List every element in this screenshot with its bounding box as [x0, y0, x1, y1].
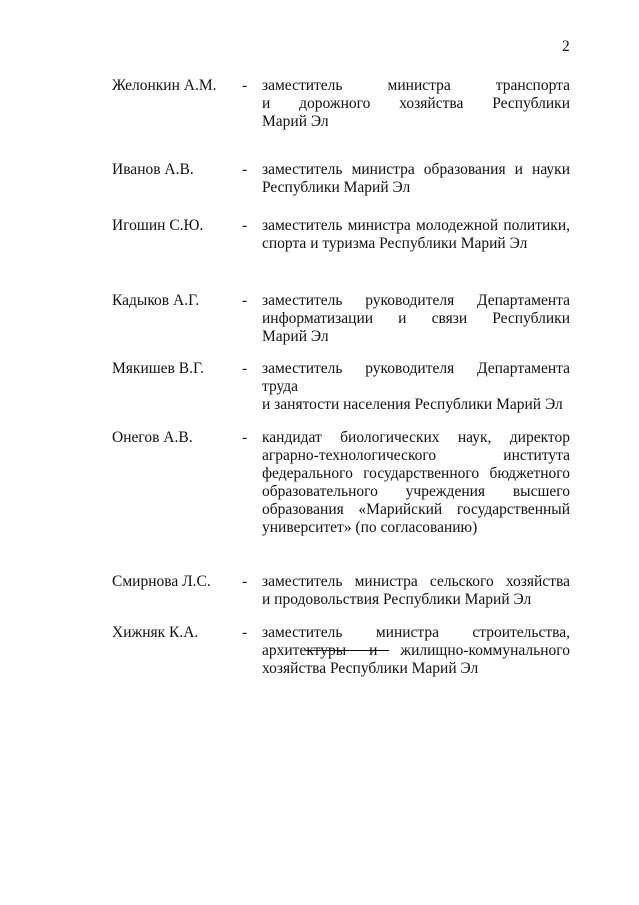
member-dash: - — [242, 429, 248, 446]
member-role-line: федерального государственного бюджетного — [262, 465, 570, 482]
member-dash: - — [242, 217, 248, 234]
member-name: Желонкин А.М. — [112, 77, 217, 94]
member-name: Хижняк К.А. — [112, 624, 199, 641]
member-role — [262, 573, 570, 609]
member-role-line: аграрно-технологического института — [262, 447, 570, 464]
member-role-line: информатизации и связи Республики — [262, 310, 570, 327]
member-role-line: заместитель руководителя Департамента — [262, 292, 570, 309]
member-role-line: архитектуры и жилищно-коммунального — [262, 642, 570, 659]
member-role — [262, 624, 570, 678]
member-role-line: и дорожного хозяйства Республики — [262, 95, 570, 112]
member-row — [112, 573, 570, 609]
member-role — [262, 217, 570, 253]
member-row — [112, 77, 570, 131]
member-role-line: заместитель министра транспорта — [262, 77, 570, 94]
member-role-line: Марий Эл — [262, 113, 329, 130]
member-row — [112, 161, 570, 197]
member-row — [112, 217, 570, 253]
member-role — [262, 77, 570, 131]
member-row — [112, 360, 570, 414]
member-role-line: Марий Эл — [262, 328, 329, 345]
member-role-line: и занятости населения Республики Марий Эл — [262, 396, 563, 413]
member-role-line: хозяйства Республики Марий Эл — [262, 660, 479, 677]
footer-rule — [306, 650, 389, 651]
member-dash: - — [242, 573, 248, 590]
member-role-line: и продовольствия Республики Марий Эл — [262, 591, 532, 608]
member-name: Кадыков А.Г. — [112, 292, 200, 309]
member-role — [262, 429, 570, 537]
member-name: Иванов А.В. — [112, 161, 194, 178]
member-name: Мякишев В.Г. — [112, 360, 205, 377]
member-dash: - — [242, 161, 248, 178]
member-role-line: заместитель министра образования и науки — [262, 161, 570, 178]
member-name: Онегов А.В. — [112, 429, 193, 446]
member-role-line: заместитель руководителя Департамента труда — [262, 360, 570, 395]
member-role-line: Республики Марий Эл — [262, 179, 411, 196]
member-role — [262, 161, 570, 197]
member-row — [112, 292, 570, 346]
member-role — [262, 292, 570, 346]
member-role-line: образования «Марийский государственный — [262, 501, 570, 518]
member-dash: - — [242, 77, 248, 94]
member-role-line: кандидат биологических наук, директор — [262, 429, 570, 446]
member-row — [112, 624, 570, 678]
member-role-line: спорта и туризма Республики Марий Эл — [262, 235, 528, 252]
member-name: Игошин С.Ю. — [112, 217, 204, 234]
member-role-line: образовательного учреждения высшего — [262, 483, 570, 500]
page-number: 2 — [562, 38, 570, 55]
member-dash: - — [242, 292, 248, 309]
member-dash: - — [242, 360, 248, 377]
member-role-line: заместитель министра сельского хозяйства — [262, 573, 570, 590]
member-list — [112, 77, 570, 678]
member-role-line: заместитель министра строительства, — [262, 624, 570, 641]
member-role-line: заместитель министра молодежной политики, — [262, 217, 570, 234]
member-name: Смирнова Л.С. — [112, 573, 211, 590]
member-dash: - — [242, 624, 248, 641]
member-role-line: университет» (по согласованию) — [262, 519, 478, 536]
member-row — [112, 429, 570, 537]
member-role — [262, 360, 570, 414]
